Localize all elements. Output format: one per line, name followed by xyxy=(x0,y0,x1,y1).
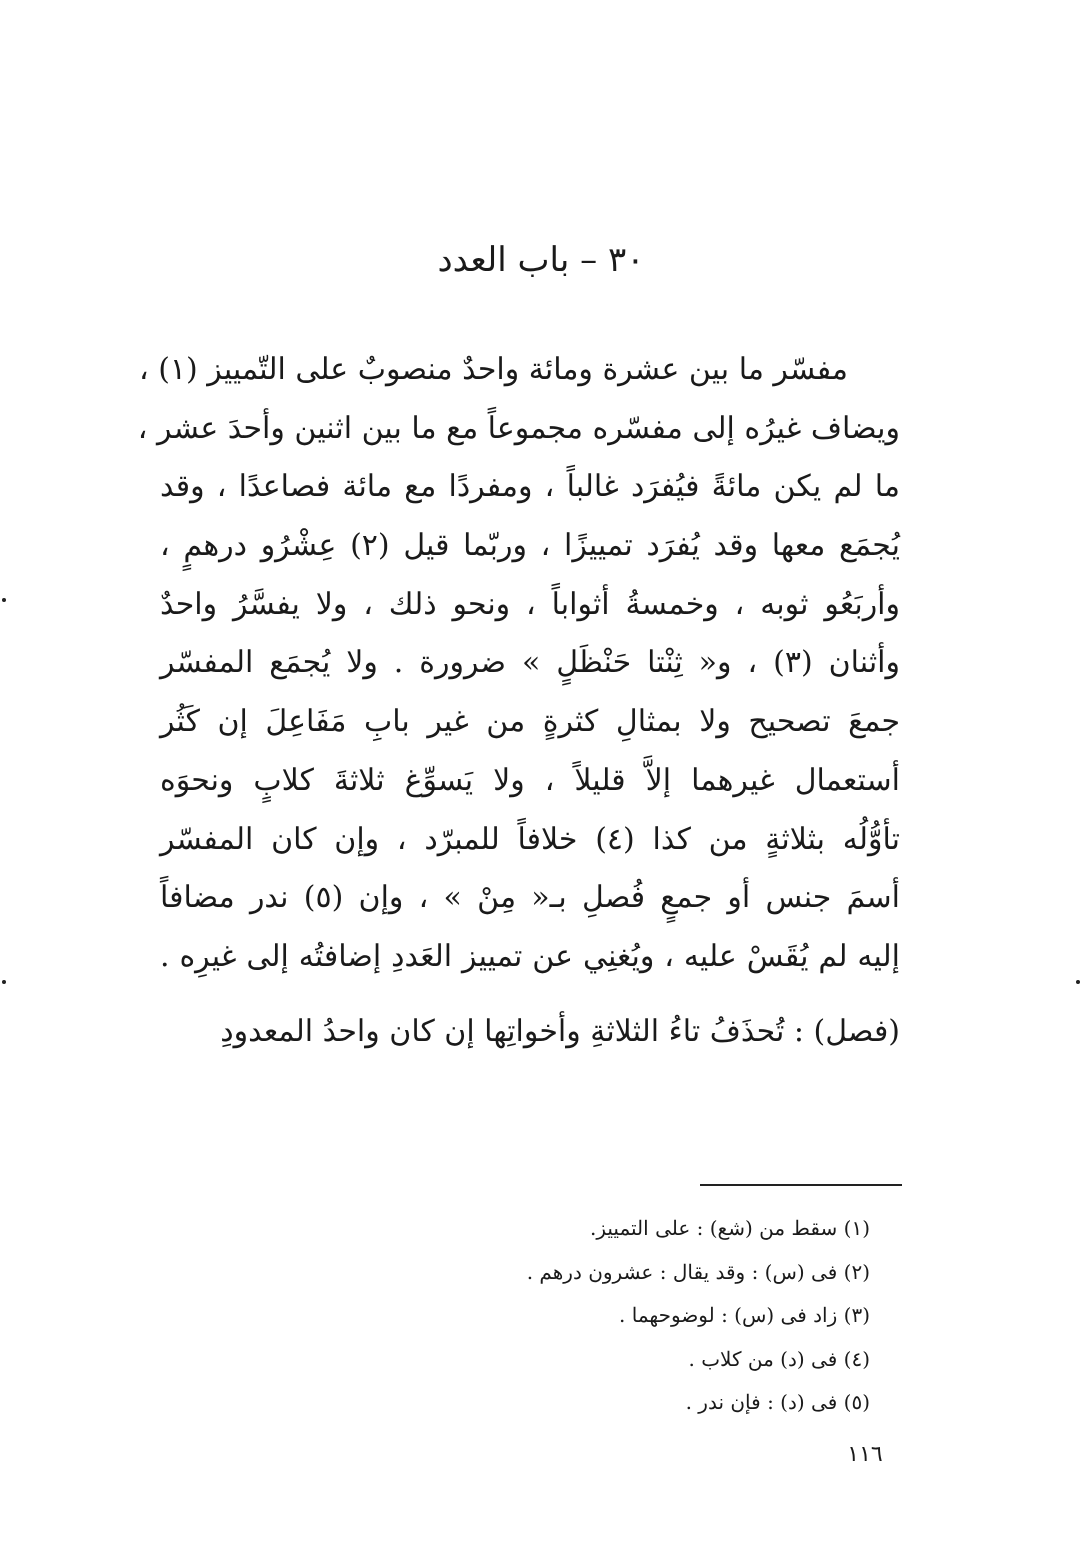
footnote-1: (١) سقط من (شع) : على التمييز. xyxy=(590,1216,870,1240)
text-line: أسمَ جنس أو جمعٍ فُصلِ بـ« مِنْ » ، وإن (٥) ندر مضافاً xyxy=(160,880,900,916)
text-line: وأربَعُو ثوبه ، وخمسةُ أثواباً ، ونحو ذلك ، ولا يفسَّرُ واحدٌ xyxy=(160,586,900,622)
page-number: ١١٦ xyxy=(847,1442,883,1467)
footnote-4: (٤) فى (د) من كلاب . xyxy=(688,1346,870,1371)
text-line: جمعَ تصحيح ولا بمثالِ كثرةٍ من غير بابِ مَفَاعِلَ إن كَثُر xyxy=(160,704,900,740)
footnote-divider xyxy=(700,1184,902,1186)
main-text xyxy=(137,345,901,1065)
text-line: تأوُّلُه بثلاثةٍ من كذا (٤) خلافاً للمبرّد ، وإن كان المفسّر xyxy=(160,821,901,857)
text-line: ويضاف غيرُه إلى مفسّره مجموعاً مع ما بين اثنين وأحدَ عشر ، xyxy=(137,410,900,446)
text-line: إليه لم يُقَسْ عليه ، ويُغنِي عن تمييز العَددِ إضافتُه إلى غيرِه . xyxy=(160,938,900,974)
text-line: مفسّر ما بين عشرة ومائة واحدٌ منصوبٌ على التّمييز (١) ، xyxy=(138,352,848,387)
footnote-3: (٣) زاد فى (س) : لوضوحهما . xyxy=(619,1303,870,1327)
footnote-5: (٥) فى (د) : فإن ندر . xyxy=(685,1390,870,1414)
scan-edge-mark xyxy=(2,980,6,984)
footnotes-list xyxy=(400,1210,870,1428)
footnote-2: (٢) فى (س) : وقد يقال : عشرون درهم . xyxy=(526,1259,870,1284)
text-line: يُجمَع معها وقد يُفرَد تمييزًا ، وربّما قيل (٢) عِشْرُو درهمٍ ، xyxy=(160,528,900,564)
scan-edge-mark xyxy=(1076,980,1080,984)
chapter-title: ٣٠ – باب العدد xyxy=(437,240,645,280)
text-line: وأثنان (٣) ، و« ثِنْتا حَنْظَلٍ » ضرورة . ولا يُجمَع المفسّر xyxy=(160,645,901,681)
section-fasl-line: (فصل) : تُحذَفُ تاءُ الثلاثةِ وأخواتِها إن كان واحدُ المعدودِ xyxy=(220,1013,900,1049)
text-line: ما لم يكن مائةً فيُفرَد غالباً ، ومفردًا مع مائة فصاعدًا ، وقد xyxy=(160,469,900,505)
text-line: أستعمال غيرهما إلاَّ قليلاً ، ولا يَسوِّغ ثلاثةَ كلابٍ ونحوَه xyxy=(160,762,900,798)
scan-edge-mark xyxy=(2,598,6,602)
